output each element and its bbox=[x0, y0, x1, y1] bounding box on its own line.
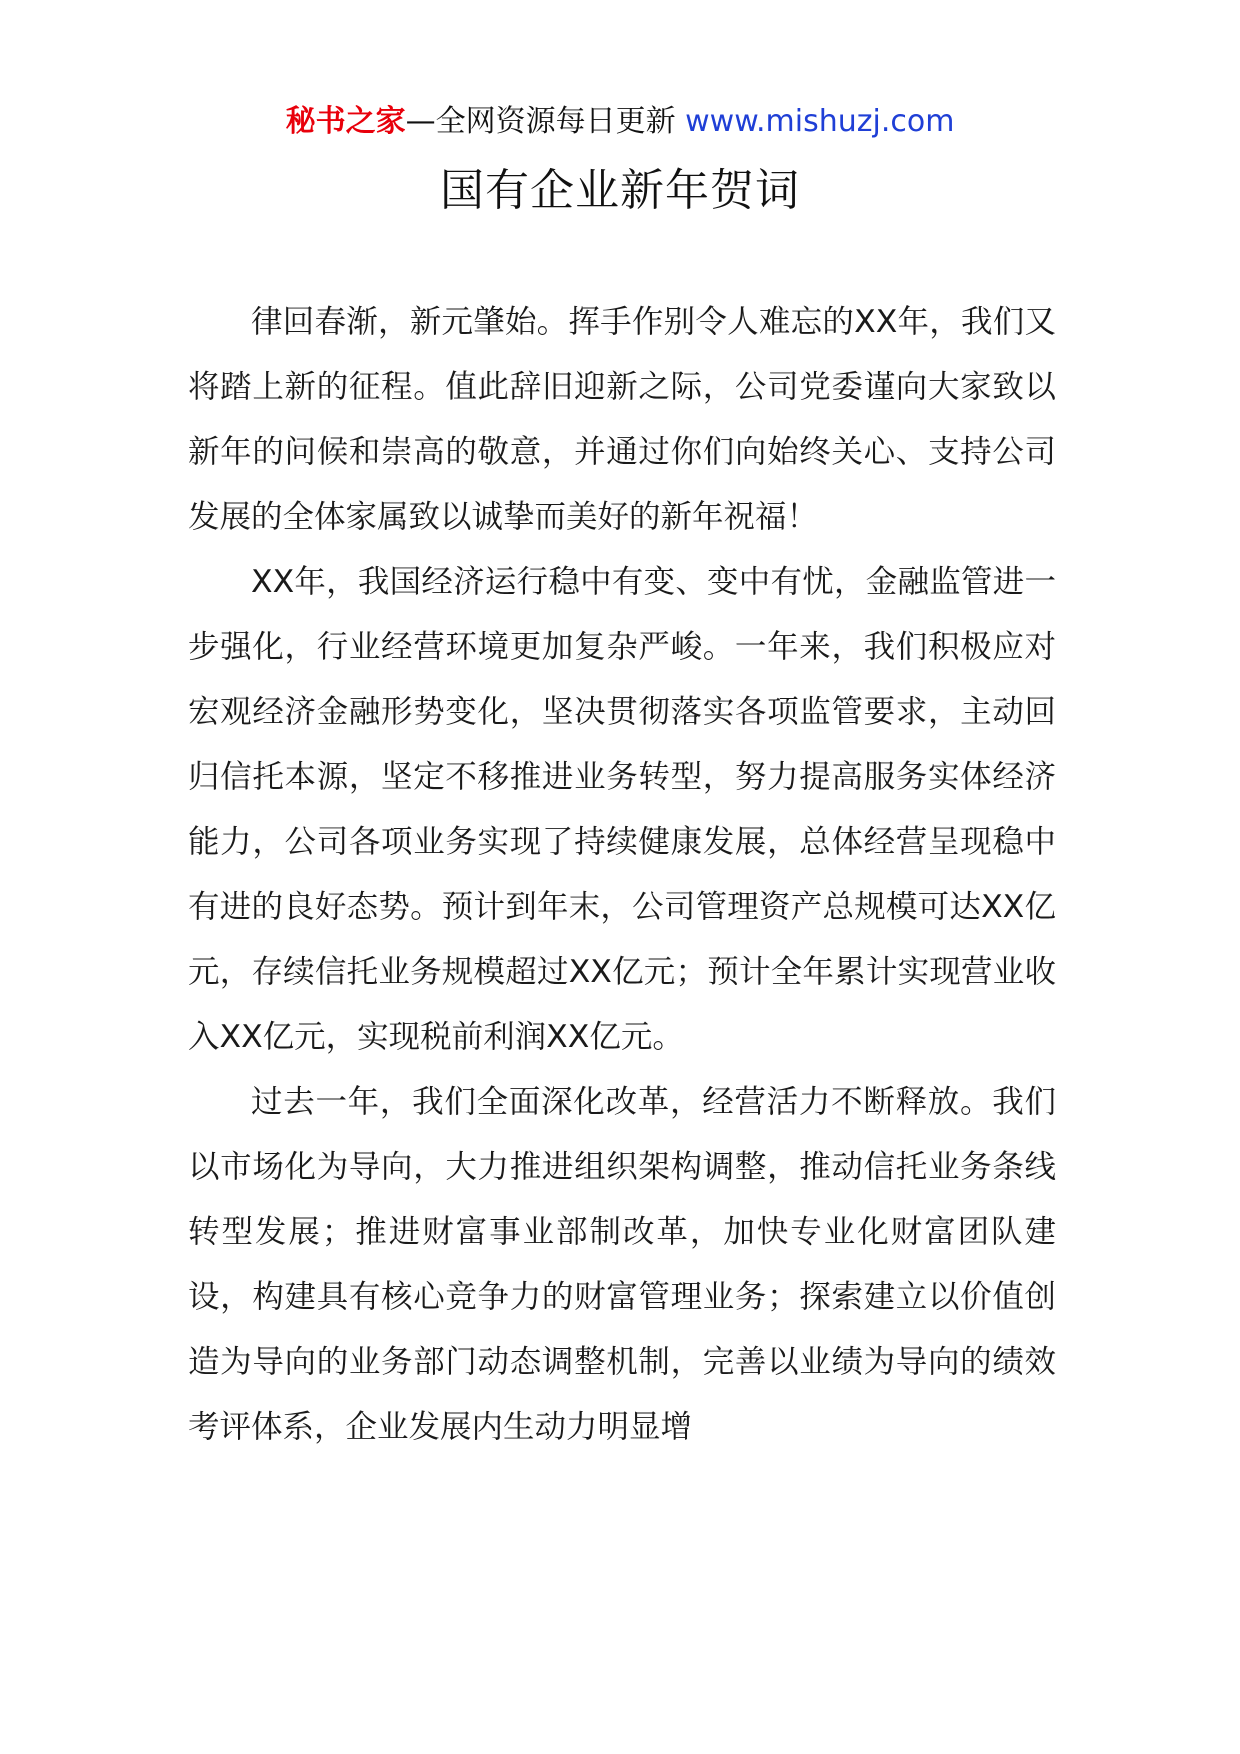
site-brand: 秘书之家 bbox=[285, 104, 406, 139]
document-title: 国有企业新年贺词 bbox=[440, 165, 800, 216]
paragraph-3: 过去一年，我们全面深化改革，经营活力不断释放。我们以市场化为导向，大力推进组织架构调整，推动信托业务条线转型发展；推进财富事业部制改革，加快专业化财富团队建设，构建具有核心竞争力的财富管理业务；探索建立以价值创造为导向的业务部门动态调整机制，完善以业绩为导向的绩效考评体系，企业发展内生动力明显增 bbox=[188, 1084, 1056, 1445]
site-header bbox=[0, 100, 1240, 144]
site-url-link[interactable]: www.mishuzj.com bbox=[685, 104, 955, 139]
paragraph-1: 律回春渐，新元肇始。挥手作别令人难忘的XX年，我们又将踏上新的征程。值此辞旧迎新之际，公司党委谨向大家致以新年的问候和崇高的敬意，并通过你们向始终关心、支持公司发展的全体家属致以诚挚而美好的新年祝福！ bbox=[188, 304, 1056, 535]
paragraph-2: XX年，我国经济运行稳中有变、变中有忧，金融监管进一步强化，行业经营环境更加复杂严峻。一年来，我们积极应对宏观经济金融形势变化，坚决贯彻落实各项监管要求，主动回归信托本源，坚定不移推进业务转型，努力提高服务实体经济能力，公司各项业务实现了持续健康发展，总体经营呈现稳中有进的良好态势。预计到年末，公司管理资产总规模可达XX亿元，存续信托业务规模超过XX亿元；预计全年累计实现营业收入XX亿元，实现税前利润XX亿元。 bbox=[188, 564, 1056, 1055]
document-body bbox=[188, 290, 1056, 1460]
site-tagline: —全网资源每日更新 bbox=[405, 104, 676, 139]
